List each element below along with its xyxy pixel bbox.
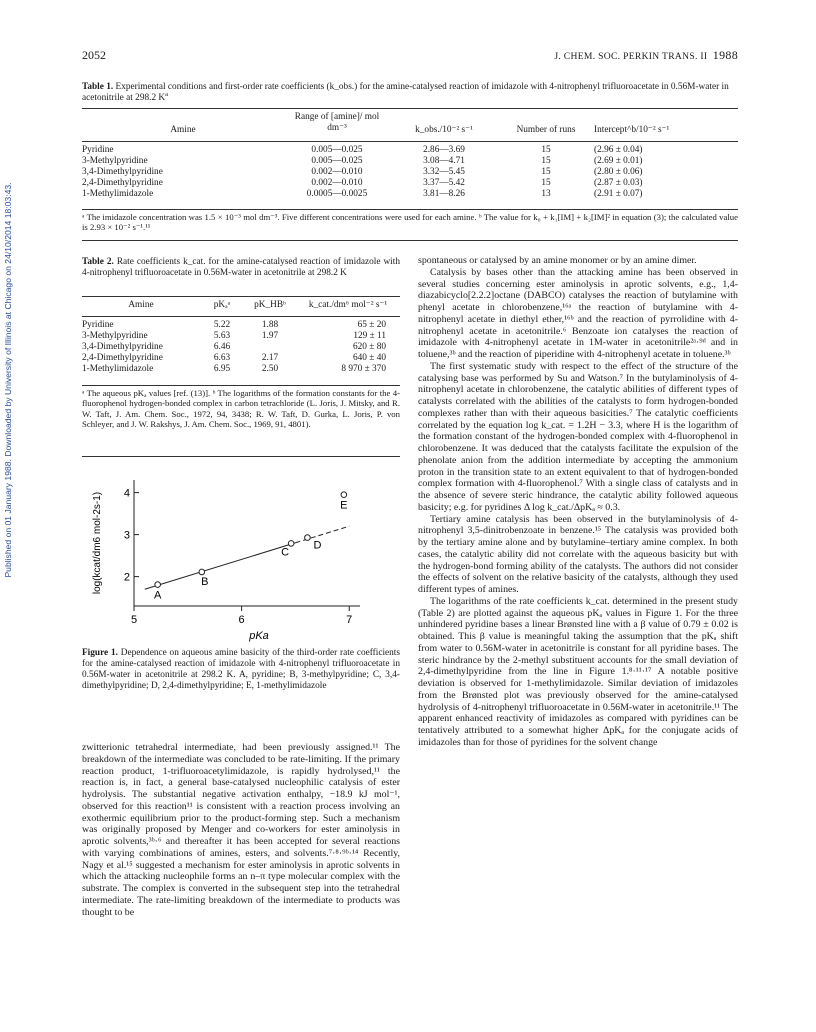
- table-cell: 13: [541, 189, 551, 199]
- chart-axes: [92, 480, 360, 642]
- table-cell: 0.002—0.010: [311, 178, 363, 188]
- x-tick-label: 5: [130, 614, 138, 626]
- table2: [82, 300, 400, 375]
- table-cell: 3.81—8.26: [423, 189, 465, 199]
- table-cell: 129 ± 11: [353, 331, 386, 341]
- table-row: [82, 364, 400, 375]
- table-cell: 3,4-Dimethylpyridine: [82, 342, 163, 352]
- journal-year: 1988: [712, 48, 738, 62]
- table-cell: 6.95: [213, 364, 231, 374]
- table-row: [82, 331, 400, 342]
- table-cell: 3.37—5.42: [423, 178, 465, 188]
- table-cell: (2.87 ± 0.03): [594, 178, 643, 188]
- y-tick-label: 4: [123, 487, 130, 500]
- table-cell: 2.17: [261, 353, 279, 363]
- table1-caption-text: Experimental conditions and first-order rate coefficients (k_obs.) for the amine-catalysed reaction of imidazole with 4-nitrophenyl trifluoroacetate in 0.56M-water in acetonitrile at 298.2 K: [82, 82, 729, 103]
- x-tick-label: 7: [346, 614, 353, 626]
- table1-end-rule: [82, 240, 738, 241]
- figure1-label: Figure 1.: [82, 648, 118, 658]
- table-cell: (2.96 ± 0.04): [594, 145, 643, 155]
- table-cell: Pyridine: [82, 145, 114, 155]
- table-cell: 0.0005—0.0025: [306, 189, 368, 199]
- bronsted-line-extension: [295, 526, 349, 543]
- table2-caption-text: Rate coefficients k_cat. for the amine-catalysed reaction of imidazole with 4-nitrophenyl trifluoroacetate in 0.56M-water in acetonitrile at 298.2 K: [82, 257, 400, 278]
- table-row: [82, 320, 400, 331]
- paragraph: Tertiary amine catalysis has been observed in the butylaminolysis of 4-nitrophenyl 3,5-dinitrobenzoate in benzene.¹⁵ The catalysis was provided both by the tertiary amine alone and by butylamine–tertiary amine complex. In both cases, the catalytic ability did not correlate with the aqueous basicity but with the hydrogen-bond forming ability of the catalysts. The authors did not consider the effects of solvent on the relative basicity of the catalysts, although they used different types of amines.: [418, 513, 738, 595]
- table-cell: 0.005—0.025: [311, 145, 363, 155]
- table-cell: 5.63: [213, 331, 231, 341]
- table1: [82, 112, 738, 200]
- table-cell: 65 ± 20: [357, 320, 386, 330]
- table2-bottom-rule: [82, 385, 400, 386]
- table1-top-rule: [82, 108, 738, 109]
- table-cell: 1.88: [261, 320, 279, 330]
- table-cell: 0.002—0.010: [311, 167, 363, 177]
- paragraph: The logarithms of the rate coefficients k_cat. determined in the present study (Table 2) are plotted against the aqueous pKₐ values in Figure 1. For the three unhindered pyridine bases a linear Brønsted line with a β value of 0.79 ± 0.02 is obtained. This β value is meaningful taking the assumption that the pKₐ shift from water to 0.56M-water in acetonitrile is constant for all pyridine bases. The steric hindrance by the 2-methyl substituent accounts for the small deviation of 2,4-dimethylpyridine from the line in Figure 1.⁸·¹¹·¹⁷ A notable positive deviation is observed for 1-methylimidazole. Similar deviation of imidazoles from the Brønsted plot was previously observed for the amine-catalysed hydrolysis of 4-nitrophenyl trifluoroacetate in 0.56M-water in acetonitrile.¹¹ The apparent enhanced reactivity of imidazoles as compared with pyridines can be tentatively attributed to a somewhat higher ΔpKₐ for the conjugate acids of imidazoles than for those of pyridines for the solvent change: [418, 595, 738, 748]
- table-row: [82, 189, 738, 200]
- data-point-b: [199, 569, 205, 575]
- watermark-text: Published on 01 January 1988. Downloaded by University of Illinois at Chicago on 24/10/2014 18:03:43.: [3, 182, 13, 578]
- table-row: [82, 342, 400, 353]
- table-cell: (2.91 ± 0.07): [594, 189, 643, 199]
- table2-header: Amine: [128, 300, 154, 310]
- data-point-a: [155, 582, 161, 588]
- point-label-b: B: [201, 575, 209, 588]
- bronsted-line: [145, 543, 296, 589]
- table-cell: 3,4-Dimethylpyridine: [82, 167, 163, 177]
- point-label-d: D: [313, 539, 322, 552]
- right-column-text: [418, 255, 738, 749]
- data-point-d: [305, 535, 311, 541]
- table1-caption-mark: a: [165, 90, 169, 98]
- table2-caption: [82, 257, 400, 279]
- table-cell: 3-Methylpyridine: [82, 331, 148, 341]
- data-point-c: [288, 541, 294, 547]
- paragraph: Catalysis by bases other than the attacking amine has been observed in several studies concerning ester aminolysis in aprotic solvents, e.g., 1,4-diazabicyclo[2.2.2]octane (DABCO) catalyses the reaction of butylamine with phenyl acetate in chlorobenzene,¹⁶ᵃ the reaction of butylamine with 4-nitrophenyl acetate in diethyl ether,¹⁶ᵇ and the reaction of pyrrolidine with 4-nitrophenyl acetate in acetonitrile.⁶ Benzoate ion catalyses the reaction of imidazole with 4-nitrophenyl acetate in 1M-water in acetonitrile²ᵃ·⁹ᵈ and in toluene,³ᵇ and the reaction of piperidine with 4-nitrophenyl acetate in toluene.³ᵇ: [418, 266, 738, 360]
- table2-header: pK_HBᵇ: [254, 300, 286, 310]
- table1-footnote: ᵃ The imidazole concentration was 1.5 × 10⁻³ mol dm⁻³. Five different concentrations were used for each amine. ᵇ The value for k₀ + k₁[IM] + k₂[IM]² in equation (3); the calculated value is 2.93 × 10⁻² s⁻¹.¹¹: [82, 212, 738, 233]
- table2-top-rule: [82, 296, 400, 297]
- table1-caption: [82, 82, 738, 104]
- table2-header: pKₐᵃ: [213, 300, 231, 310]
- table-cell: (2.69 ± 0.01): [594, 156, 643, 166]
- journal-header: [554, 48, 738, 63]
- table1-header: Number of runs: [516, 125, 576, 135]
- table2-end-rule: [82, 456, 400, 457]
- table1-label: Table 1.: [82, 82, 114, 92]
- table-cell: 2.86—3.69: [423, 145, 465, 155]
- table-cell: 15: [541, 178, 551, 188]
- paragraph: spontaneous or catalysed by an amine monomer or by an amine dimer.: [418, 255, 697, 266]
- table-cell: 3-Methylpyridine: [82, 156, 148, 166]
- download-watermark: [2, 120, 14, 640]
- table-cell: 640 ± 40: [353, 353, 386, 363]
- figure1-caption: [82, 648, 400, 692]
- data-point-e: [341, 492, 347, 498]
- point-label-a: A: [154, 589, 162, 602]
- table-cell: 1-Methylimidazole: [82, 189, 154, 199]
- table2-header-row: [82, 300, 400, 311]
- table-row: [82, 167, 738, 178]
- table1-header: Range of [amine]/ mol dm⁻³: [294, 112, 380, 133]
- left-column-text: [82, 742, 400, 918]
- table-cell: [244, 342, 296, 353]
- table-cell: 620 ± 80: [353, 342, 386, 352]
- table-cell: 2.50: [261, 364, 279, 374]
- page-number: 2052: [82, 48, 106, 62]
- table-cell: 15: [541, 167, 551, 177]
- table2-header: k_cat./dm⁶ mol⁻² s⁻¹: [308, 300, 388, 310]
- point-label-e: E: [340, 499, 348, 512]
- table-cell: Pyridine: [82, 320, 114, 330]
- table-row: [82, 178, 738, 189]
- table-cell: 2,4-Dimethylpyridine: [82, 353, 163, 363]
- table-cell: 5.22: [213, 320, 231, 330]
- table-cell: 3.08—4.71: [423, 156, 465, 166]
- table1-header: Amine: [170, 125, 196, 135]
- figure1-chart: [82, 472, 400, 644]
- table1-header-row: [82, 112, 738, 136]
- table2-footnote: ᵃ The aqueous pKₐ values [ref. (13)]. ᵇ The logarithms of the formation constants for the 4-fluorophenol hydrogen-bonded complex in carbon tetrachloride (L. Joris, J. Mitsky, and R. W. Taft, J. Am. Chem. Soc., 1972, 94, 3438; R. W. Taft, D. Gurka, L. Joris, P. von Schleyer, and J. W. Rakshys, J. Am. Chem. Soc., 1969, 91, 4801).: [82, 388, 400, 430]
- table-cell: 8 970 ± 370: [341, 364, 386, 374]
- table1-bottom-rule: [82, 209, 738, 210]
- table-cell: 15: [541, 145, 551, 155]
- table-cell: 2,4-Dimethylpyridine: [82, 178, 163, 188]
- table1-header: Intercept^b/10⁻² s⁻¹: [594, 125, 670, 135]
- figure1-caption-text: Dependence on aqueous amine basicity of the third-order rate coefficients for the amine-catalysed reaction of imidazole with 4-nitrophenyl trifluoroacetate in 0.56M-water in acetonitrile at 298.2 K. A, pyridine; B, 3-methylpyridine; C, 3,4-dimethylpyridine; D, 2,4-dimethylpyridine; E, 1-methylimidazole: [82, 648, 401, 691]
- chart-marks: [145, 492, 349, 602]
- table-cell: 1-Methylimidazole: [82, 364, 154, 374]
- table-cell: 0.005—0.025: [311, 156, 363, 166]
- x-axis-label: pKa: [249, 630, 269, 642]
- table-cell: 1.97: [261, 331, 279, 341]
- table-cell: 15: [541, 156, 551, 166]
- paragraph: The first systematic study with respect to the effect of the structure of the catalysing base was performed by Su and Watson.⁷ In the butylaminolysis of 4-nitrophenyl acetate in chlorobenzene, the catalytic abilities of different types of catalysts correlated with the abilities of the catalysts to form hydrogen-bonded complexes rather than with their aqueous basicities.⁷ The catalytic coefficients correlated by the equation log k_cat. = 1.2H − 3.3, where H is the logarithm of the formation constant of the hydrogen-bonded complex with 4-fluorophenol in chlorobenzene. It was deduced that the catalysts facilitate the expulsion of the phenolate anion from the addition intermediate by accepting the ammonium proton in the transition state to an extent equivalent to that of hydrogen-bonded complex formation with 4-fluorophenol.⁷ With a single class of catalysts and in the absence of severe steric hindrance, the catalytic ability followed aqueous basicity; e.g. for pyridines Δ log k_cat./ΔpKₐ ≈ 0.3.: [418, 360, 738, 513]
- table2-label: Table 2.: [82, 257, 114, 267]
- x-tick-label: 6: [238, 614, 245, 626]
- paragraph: zwitterionic tetrahedral intermediate, had been previously assigned.¹¹ The breakdown of the intermediate was concluded to be rate-limiting. If the primary reaction product, 1-trifluoroacetylimidazole, is rapidly hydrolysed,¹¹ the reaction is, in fact, a general base-catalysed nucleophilic catalysis of ester hydrolysis. The substantial negative activation enthalpy, −18.9 kJ mol⁻¹, observed for this reaction¹¹ is consistent with a reaction process involving an exothermic equilibrium prior to the product-forming step. Such a mechanism was originally proposed by Menger and co-workers for ester aminolysis in aprotic solvents,³ᵇ·⁶ and thereafter it has been accepted for several reactions with varying combinations of amines, esters, and solvents.⁷·⁸·⁹ᵇ·¹⁴ Recently, Nagy et al.¹⁵ suggested a mechanism for ester aminolysis in aprotic solvents in which the attacking nucleophile forms an n–π type molecular complex with the substrate. The complex is converted in the subsequent step into the tetrahedral intermediate. The rate-limiting breakdown of the intermediate to products was thought to be: [82, 742, 400, 918]
- y-tick-label: 2: [123, 571, 130, 584]
- y-tick-label: 3: [123, 529, 130, 542]
- table-row: [82, 145, 738, 156]
- table-cell: 6.46: [213, 342, 231, 352]
- point-label-c: C: [281, 546, 290, 559]
- table-row: [82, 353, 400, 364]
- table-cell: (2.80 ± 0.06): [594, 167, 643, 177]
- y-axis-label: log(kcat/dm6 mol-2s-1): [92, 491, 103, 595]
- table-row: [82, 156, 738, 167]
- journal-name: J. CHEM. SOC. PERKIN TRANS. II: [554, 51, 708, 62]
- table-cell: 6.63: [213, 353, 231, 363]
- table1-header: k_obs./10⁻² s⁻¹: [415, 125, 473, 135]
- table-cell: 3.32—5.45: [423, 167, 465, 177]
